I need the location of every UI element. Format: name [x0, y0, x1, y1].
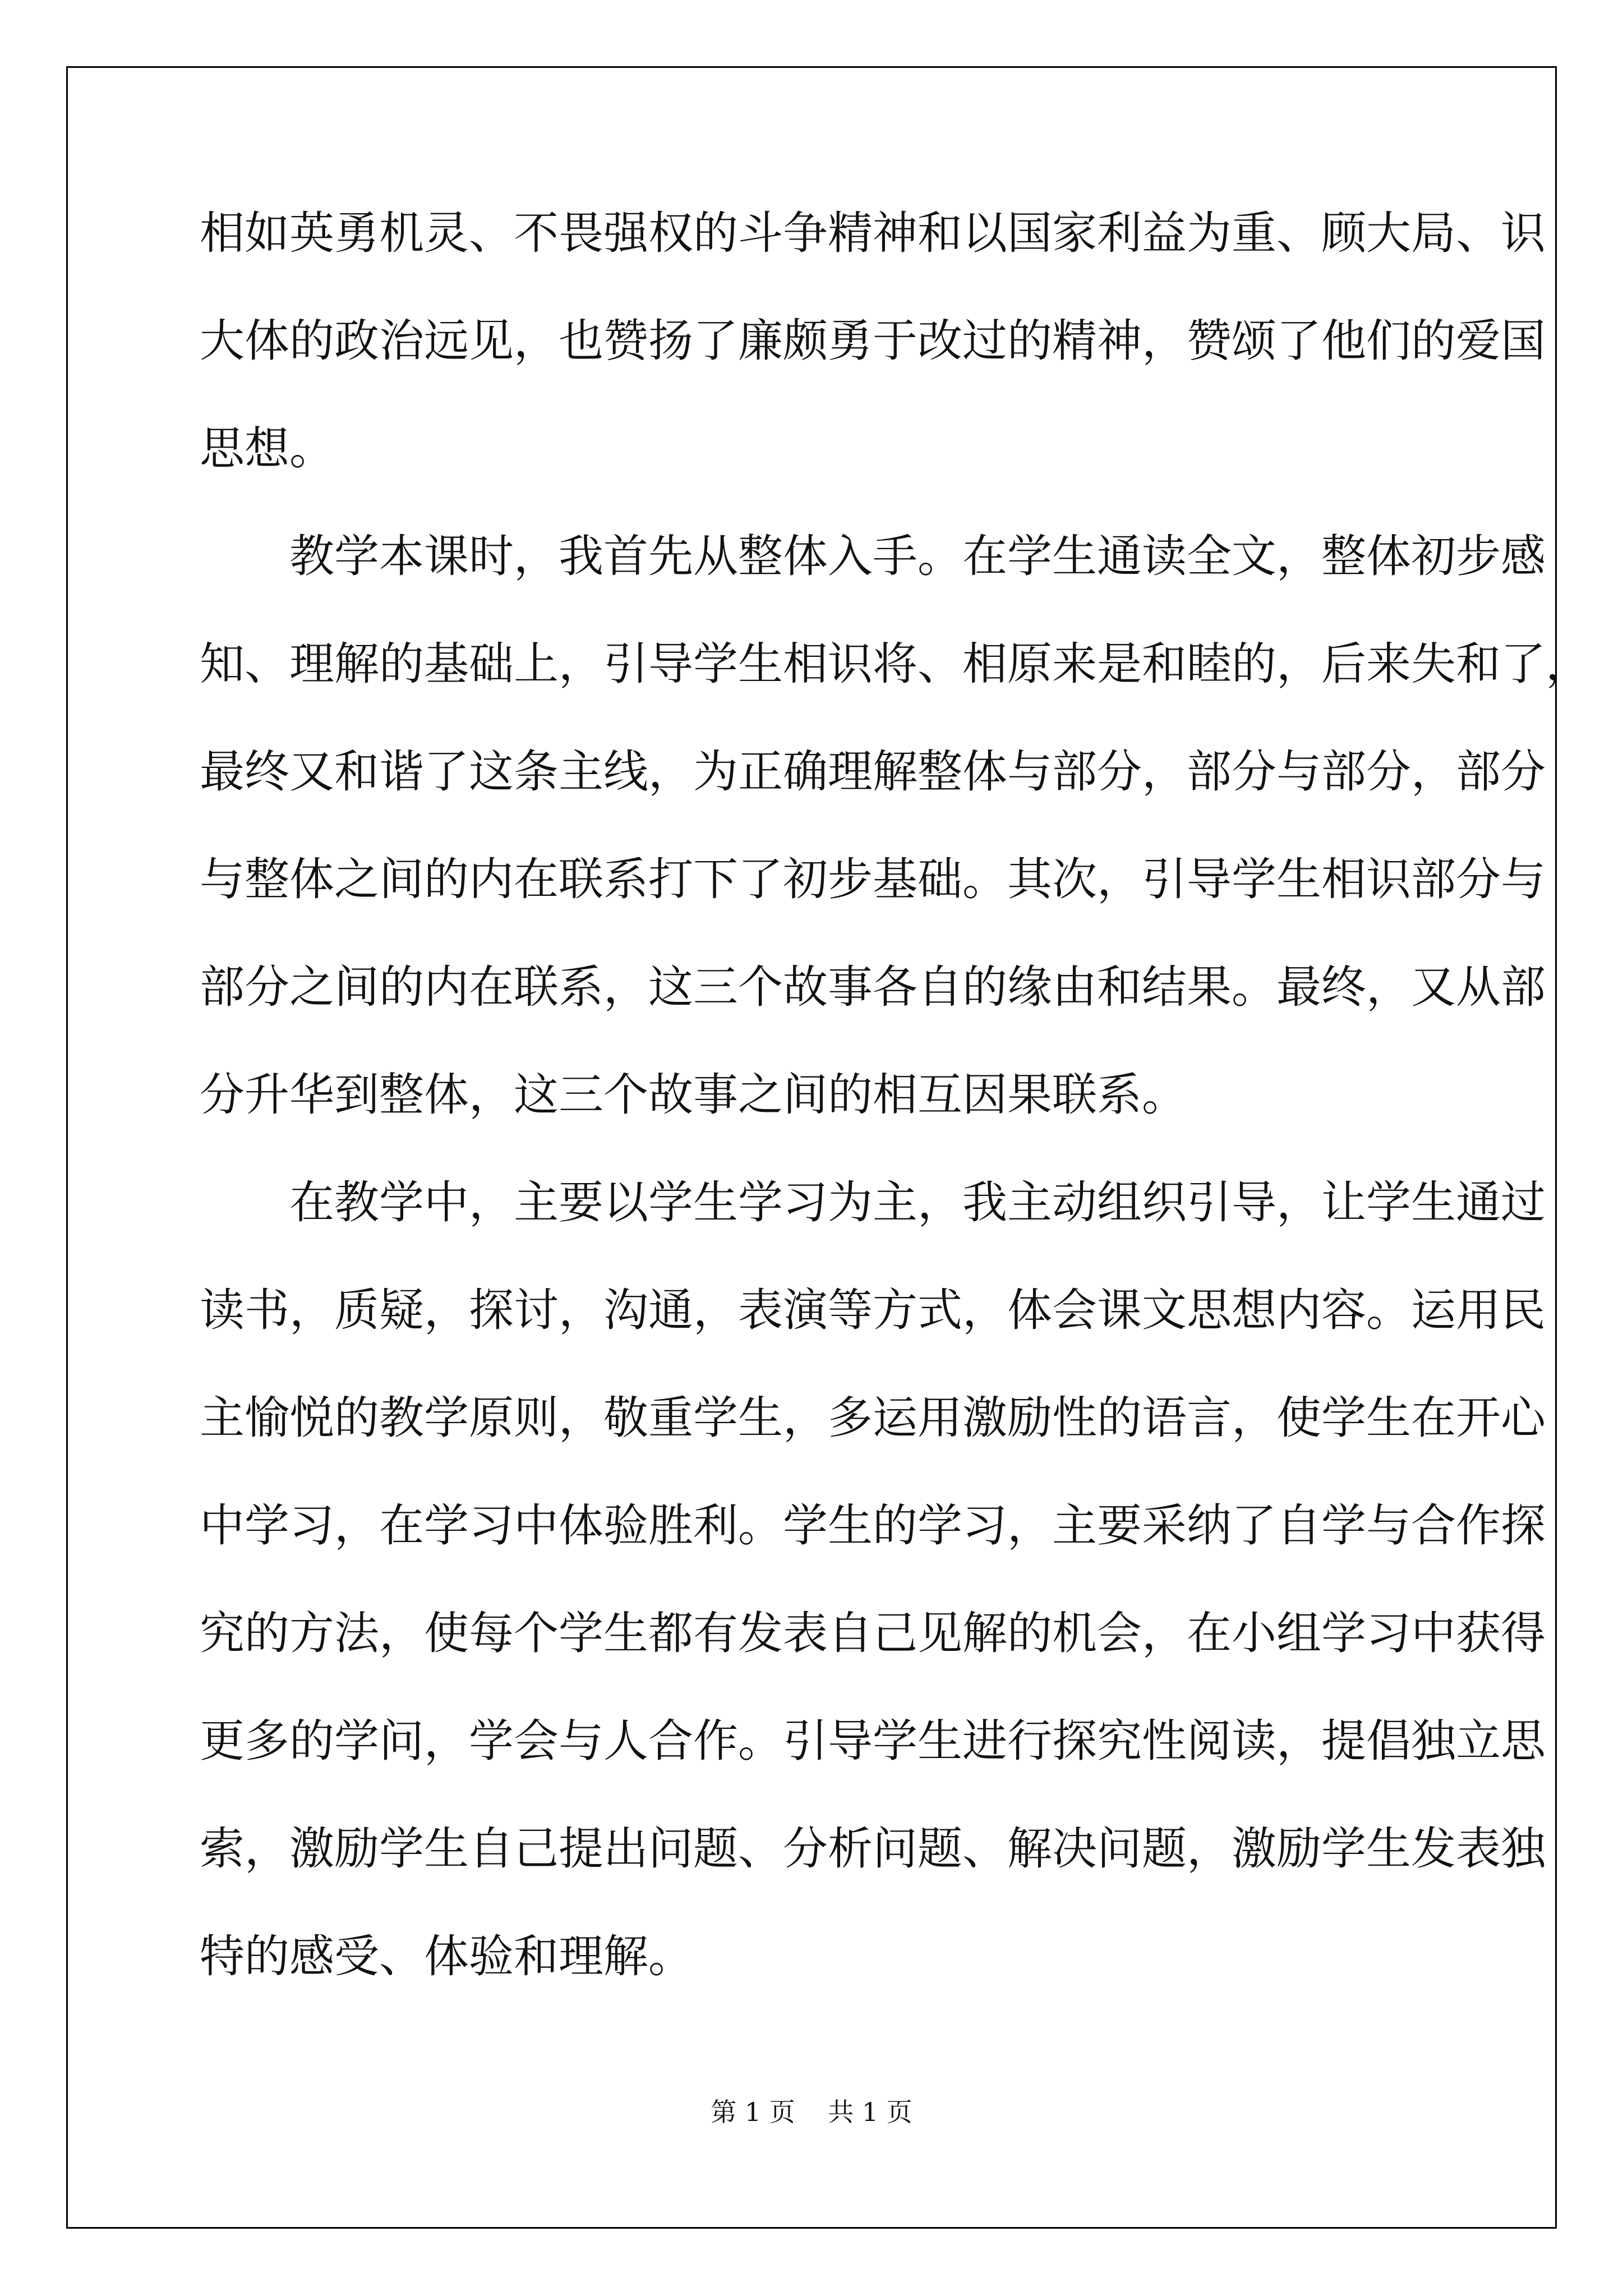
text-line: 大体的政治远见，也赞扬了廉颇勇于改过的精神，赞颂了他们的爱国: [200, 315, 1546, 367]
text-line: 思想。: [200, 422, 334, 475]
text-line: 特的感受、体验和理解。: [200, 1930, 693, 1982]
text-line: 教学本课时，我首先从整体入手。在学生通读全文，整体初步感: [200, 530, 1546, 582]
page-border: [66, 66, 1590, 2229]
text-line: 中学习，在学习中体验胜利。学生的学习，主要采纳了自学与合作探: [200, 1499, 1546, 1552]
text-line: 与整体之间的内在联系打下了初步基础。其次，引导学生相识部分与: [200, 853, 1546, 905]
text-line: 更多的学问，学会与人合作。引导学生进行探究性阅读，提倡独立思: [200, 1715, 1546, 1767]
text-line: 部分之间的内在联系，这三个故事各自的缘由和结果。最终，又从部: [200, 961, 1546, 1013]
text-line: 主愉悦的教学原则，敬重学生，多运用激励性的语言，使学生在开心: [200, 1392, 1546, 1444]
page-number-footer: 第 1 页 共 1 页: [711, 2097, 912, 2127]
text-line: 知、理解的基础上，引导学生相识将、相原来是和睦的，后来失和了，: [200, 638, 1590, 690]
text-line: 分升华到整体，这三个故事之间的相互因果联系。: [200, 1069, 1187, 1121]
text-line: 最终又和谐了这条主线，为正确理解整体与部分，部分与部分，部分: [200, 746, 1546, 798]
text-line: 读书，质疑，探讨，沟通，表演等方式，体会课文思想内容。运用民: [200, 1284, 1546, 1336]
text-line: 在教学中，主要以学生学习为主，我主动组织引导，让学生通过: [200, 1176, 1546, 1228]
text-line: 相如英勇机灵、不畏强权的斗争精神和以国家利益为重、顾大局、识: [200, 207, 1546, 259]
text-line: 索，激励学生自己提出问题、分析问题、解决问题，激励学生发表独: [200, 1823, 1546, 1875]
text-line: 究的方法，使每个学生都有发表自己见解的机会，在小组学习中获得: [200, 1607, 1546, 1659]
